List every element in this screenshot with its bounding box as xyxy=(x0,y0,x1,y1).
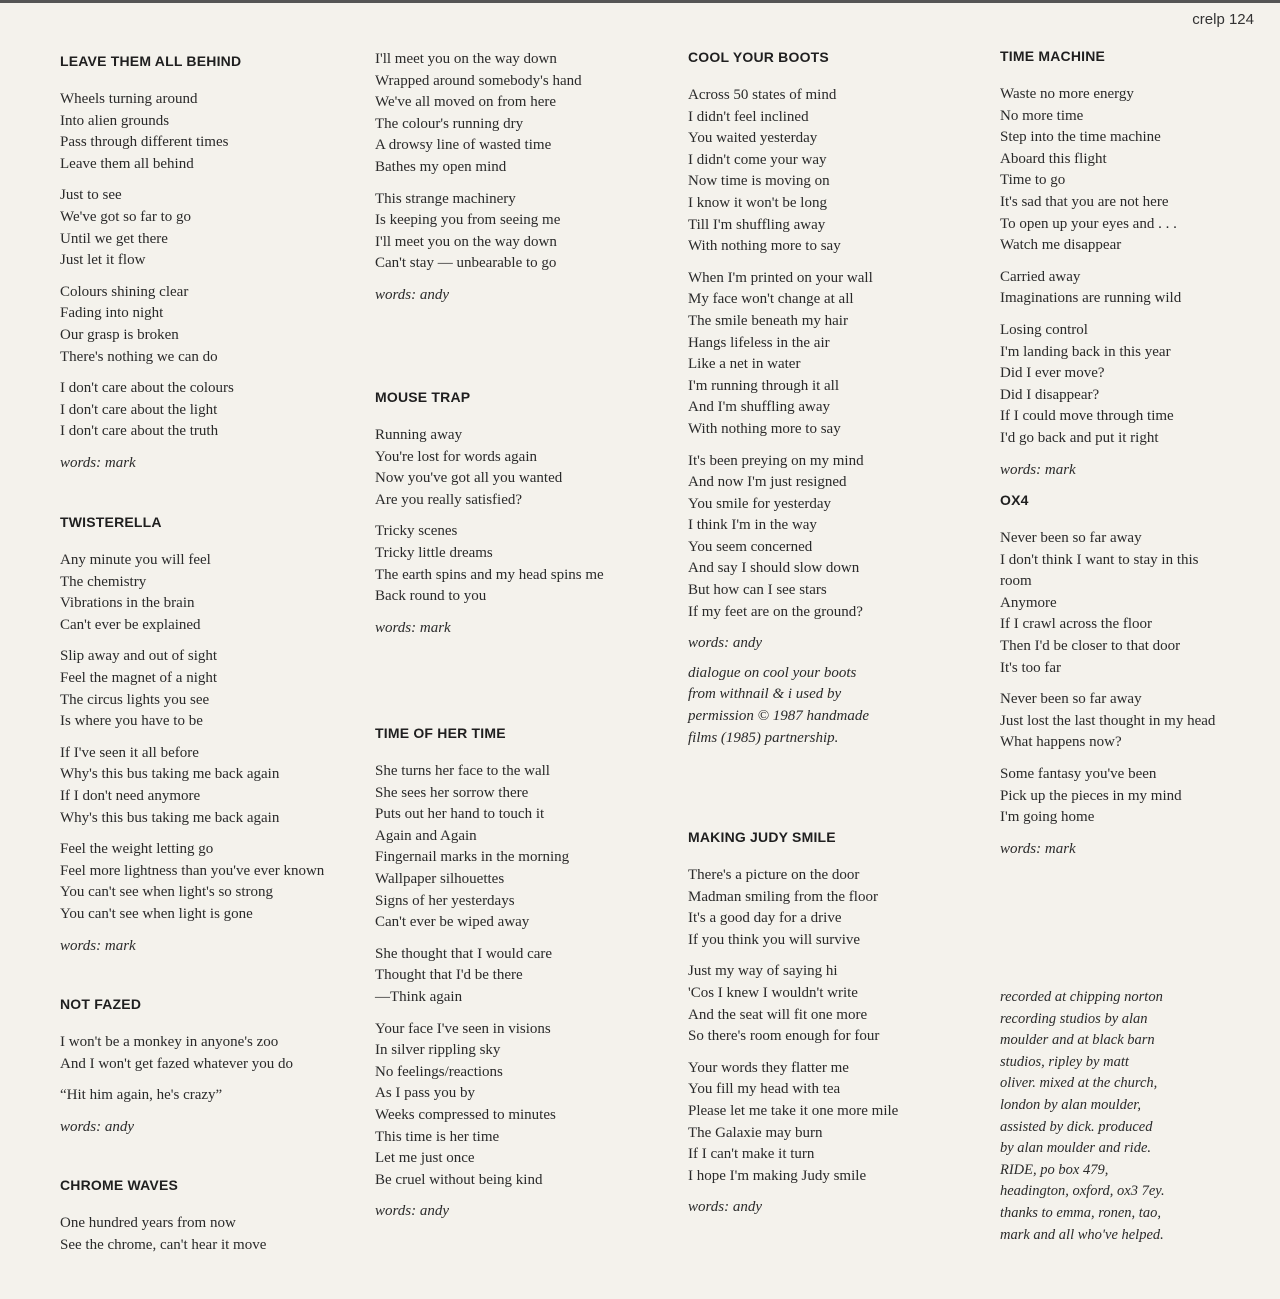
lyric-line: Slip away and out of sight xyxy=(60,648,218,665)
liner-note-line: moulder and at black barn xyxy=(1000,1032,1155,1049)
lyric-line: Leave them all behind xyxy=(60,155,194,172)
lyric-line: Tricky scenes xyxy=(375,523,458,540)
liner-note-line: by alan moulder and ride. xyxy=(1000,1140,1152,1157)
liner-note-line: recorded at chipping norton xyxy=(1000,989,1163,1005)
writing-credit: words: andy xyxy=(375,1203,450,1220)
stanza xyxy=(1000,320,1220,450)
lyric-line: Feel the weight letting go xyxy=(60,841,214,858)
permission-note xyxy=(688,663,978,749)
note-line: dialogue on cool your boots xyxy=(688,664,857,681)
lyric-line: My face won't change at all xyxy=(688,291,854,308)
lyric-line: I'm landing back in this year xyxy=(1000,343,1171,360)
lyric-line: It's a good day for a drive xyxy=(688,910,842,927)
stanza xyxy=(688,451,978,624)
lyric-line: “Hit him again, he's crazy” xyxy=(60,1087,223,1104)
top-border xyxy=(0,0,1280,3)
lyric-line: Back round to you xyxy=(375,588,487,605)
lyric-line: Again and Again xyxy=(375,827,477,844)
lyric-line: It's been preying on my mind xyxy=(688,452,864,469)
lyric-line: No feelings/reactions xyxy=(375,1063,503,1080)
lyric-line: You can't see when light's so strong xyxy=(60,884,274,901)
note-line: films (1985) partnership. xyxy=(688,729,839,746)
song-title: TIME MACHINE xyxy=(1000,48,1106,64)
lyric-line: It's sad that you are not here xyxy=(1000,193,1169,210)
lyric-line: Are you really satisfied? xyxy=(375,491,523,508)
lyric-line: I'd go back and put it right xyxy=(1000,429,1159,446)
stanza xyxy=(60,185,350,271)
lyric-line: Time to go xyxy=(1000,172,1066,189)
stanza xyxy=(60,1085,350,1107)
stanza xyxy=(1000,84,1220,257)
liner-note-line: london by alan moulder, xyxy=(1000,1096,1141,1113)
lyric-line: I didn't feel inclined xyxy=(688,108,809,125)
lyric-line: I don't care about the light xyxy=(60,401,218,418)
liner-note-line: assisted by dick. produced xyxy=(1000,1118,1153,1135)
lyric-line: Tricky little dreams xyxy=(375,544,493,561)
stanza xyxy=(375,521,665,607)
lyric-line: Madman smiling from the floor xyxy=(688,888,878,905)
lyric-line: The colour's running dry xyxy=(375,115,524,132)
lyric-line: Weeks compressed to minutes xyxy=(375,1106,556,1123)
lyric-line: You smile for yesterday xyxy=(688,495,832,512)
song-ox4 xyxy=(1000,492,1220,860)
lyric-line: Now time is moving on xyxy=(688,173,830,190)
stanza xyxy=(375,1019,665,1192)
lyric-line: This strange machinery xyxy=(375,190,516,207)
lyric-line: Running away xyxy=(375,427,463,443)
song-title: TWISTERELLA xyxy=(60,514,162,530)
stanza xyxy=(688,961,978,1047)
stanza xyxy=(1000,528,1220,679)
lyric-line: No more time xyxy=(1000,107,1084,124)
writing-credit: words: andy xyxy=(688,1199,763,1216)
liner-note-line: thanks to emma, ronen, tao, xyxy=(1000,1204,1161,1221)
lyric-line: Imaginations are running wild xyxy=(1000,290,1182,307)
lyric-line: You waited yesterday xyxy=(688,130,818,147)
song-chrome-waves-continued xyxy=(375,49,665,307)
lyric-line: I'm running through it all xyxy=(688,377,840,394)
liner-notes xyxy=(1000,987,1200,1246)
lyric-line: I don't think I want to stay in this room xyxy=(1000,551,1199,590)
lyric-line: So there's room enough for four xyxy=(688,1028,880,1045)
lyric-line: Just let it flow xyxy=(60,252,146,269)
lyric-line: Now you've got all you wanted xyxy=(375,470,563,487)
lyric-line: If I could move through time xyxy=(1000,408,1174,425)
lyric-line: And I won't get fazed whatever you do xyxy=(60,1055,294,1072)
song-mouse-trap xyxy=(375,389,665,639)
lyric-line: Any minute you will feel xyxy=(60,552,211,568)
lyric-line: —Think again xyxy=(375,988,463,1005)
song-title: MOUSE TRAP xyxy=(375,389,471,405)
lyric-line: We've got so far to go xyxy=(60,208,192,225)
lyric-line: Never been so far away xyxy=(1000,530,1142,546)
lyric-line: Signs of her yesterdays xyxy=(375,892,515,909)
liner-note-line: mark and all who've helped. xyxy=(1000,1226,1164,1243)
song-title: OX4 xyxy=(1000,492,1029,508)
lyric-line: Thought that I'd be there xyxy=(375,967,523,984)
stanza xyxy=(60,1213,350,1256)
stanza xyxy=(688,865,978,951)
lyric-line: You can't see when light is gone xyxy=(60,905,253,922)
stanza xyxy=(375,761,665,934)
lyric-line: The earth spins and my head spins me xyxy=(375,566,604,583)
lyric-line: 'Cos I knew I wouldn't write xyxy=(688,984,858,1001)
lyric-line: I don't care about the truth xyxy=(60,423,219,440)
lyric-line: With nothing more to say xyxy=(688,238,841,255)
lyric-line: Let me just once xyxy=(375,1150,475,1167)
lyric-line: Like a net in water xyxy=(688,356,801,373)
lyric-line: Hangs lifeless in the air xyxy=(688,334,830,351)
song-title: TIME OF HER TIME xyxy=(375,725,506,741)
lyric-line: Anymore xyxy=(1000,594,1057,611)
lyric-line: And I'm shuffling away xyxy=(688,399,830,416)
lyric-line: If I don't need anymore xyxy=(60,787,201,804)
lyric-line: Can't stay — unbearable to go xyxy=(375,255,557,272)
stanza xyxy=(60,839,350,925)
lyric-line: Losing control xyxy=(1000,321,1088,338)
lyric-line: Is keeping you from seeing me xyxy=(375,212,561,229)
lyric-line: Vibrations in the brain xyxy=(60,595,195,612)
lyric-line: Some fantasy you've been xyxy=(1000,765,1157,782)
lyric-line: Never been so far away xyxy=(1000,691,1142,708)
lyric-line: She turns her face to the wall xyxy=(375,763,550,779)
lyric-line: I won't be a monkey in anyone's zoo xyxy=(60,1034,279,1050)
writing-credit: words: mark xyxy=(375,619,451,636)
lyric-line: We've all moved on from here xyxy=(375,94,557,111)
stanza xyxy=(375,944,665,1009)
lyric-line: Why's this bus taking me back again xyxy=(60,766,280,783)
lyric-line: What happens now? xyxy=(1000,734,1122,751)
stanza xyxy=(375,189,665,275)
lyric-line: Into alien grounds xyxy=(60,112,170,129)
lyric-line: Pass through different times xyxy=(60,134,229,151)
note-line: from withnail & i used by xyxy=(688,686,842,703)
lyric-line: I'll meet you on the way down xyxy=(375,51,557,67)
lyric-line: Your face I've seen in visions xyxy=(375,1020,551,1037)
writing-credit: words: mark xyxy=(1000,840,1076,857)
lyric-line: Bathes my open mind xyxy=(375,158,507,175)
lyric-line: Then I'd be closer to that door xyxy=(1000,637,1181,654)
lyric-line: To open up your eyes and . . . xyxy=(1000,215,1177,232)
song-title: LEAVE THEM ALL BEHIND xyxy=(60,53,242,69)
liner-note-line: headington, oxford, ox3 7ey. xyxy=(1000,1183,1165,1200)
lyric-line: Just to see xyxy=(60,187,122,204)
lyric-line: There's a picture on the door xyxy=(688,867,860,883)
lyric-line: I didn't come your way xyxy=(688,151,827,168)
lyric-line: There's nothing we can do xyxy=(60,348,218,365)
lyric-line: The circus lights you see xyxy=(60,691,210,708)
lyric-line: Your words they flatter me xyxy=(688,1059,849,1076)
lyric-line: Aboard this flight xyxy=(1000,150,1107,167)
lyric-line: Can't ever be explained xyxy=(60,616,201,633)
lyric-line: Colours shining clear xyxy=(60,283,189,300)
lyric-line: And say I should slow down xyxy=(688,560,860,577)
lyric-line: Wallpaper silhouettes xyxy=(375,870,505,887)
song-not-fazed xyxy=(60,996,350,1138)
lyric-line: Just my way of saying hi xyxy=(688,963,838,980)
stanza xyxy=(688,268,978,441)
lyric-line: I know it won't be long xyxy=(688,194,827,211)
lyric-line: Across 50 states of mind xyxy=(688,87,837,103)
writing-credit: words: andy xyxy=(375,286,450,303)
lyric-line: Till I'm shuffling away xyxy=(688,216,826,233)
lyric-line: Puts out her hand to touch it xyxy=(375,806,545,823)
lyric-line: Can't ever be wiped away xyxy=(375,914,530,931)
lyric-line: Did I ever move? xyxy=(1000,365,1105,382)
lyric-line: If I've seen it all before xyxy=(60,744,199,761)
writing-credit: words: mark xyxy=(60,454,136,471)
lyric-line: I hope I'm making Judy smile xyxy=(688,1167,867,1184)
lyric-line: As I pass you by xyxy=(375,1085,475,1102)
stanza xyxy=(1000,689,1220,754)
song-title: MAKING JUDY SMILE xyxy=(688,829,836,845)
lyric-line: I'm going home xyxy=(1000,809,1095,826)
writing-credit: words: andy xyxy=(60,1118,135,1135)
lyric-line: If you think you will survive xyxy=(688,931,861,948)
lyric-line: Is where you have to be xyxy=(60,713,203,730)
lyric-line: Wheels turning around xyxy=(60,91,198,107)
stanza xyxy=(60,89,350,175)
catalog-number: crelp 124 xyxy=(1192,11,1254,28)
lyric-line: The smile beneath my hair xyxy=(688,312,848,329)
lyric-line: Pick up the pieces in my mind xyxy=(1000,787,1182,804)
lyric-line: Wrapped around somebody's hand xyxy=(375,72,582,89)
lyric-line: In silver rippling sky xyxy=(375,1042,501,1059)
song-making-judy-smile xyxy=(688,829,978,1219)
lyric-line: I think I'm in the way xyxy=(688,517,817,534)
lyric-line: It's too far xyxy=(1000,659,1062,676)
lyric-line: If I crawl across the floor xyxy=(1000,616,1153,633)
lyric-line: Our grasp is broken xyxy=(60,326,179,343)
song-leave-them-all-behind xyxy=(60,53,350,475)
liner-note-line: recording studios by alan xyxy=(1000,1010,1148,1027)
lyric-line: See the chrome, can't hear it move xyxy=(60,1236,267,1253)
lyric-line: The chemistry xyxy=(60,573,147,590)
lyric-line: Fingernail marks in the morning xyxy=(375,849,570,866)
lyric-line: Feel more lightness than you've ever known xyxy=(60,862,325,879)
lyric-line: You're lost for words again xyxy=(375,448,537,465)
liner-note-line: oliver. mixed at the church, xyxy=(1000,1075,1158,1092)
lyric-line: One hundred years from now xyxy=(60,1215,236,1231)
lyric-line: And now I'm just resigned xyxy=(688,474,847,491)
stanza xyxy=(60,743,350,829)
lyric-line: Fading into night xyxy=(60,305,164,322)
lyric-line: I don't care about the colours xyxy=(60,380,234,397)
lyric-line: She thought that I would care xyxy=(375,945,553,962)
lyric-line: I'll meet you on the way down xyxy=(375,233,557,250)
lyric-line: You fill my head with tea xyxy=(688,1081,841,1098)
song-time-machine xyxy=(1000,48,1220,481)
liner-note-line: RIDE, po box 479, xyxy=(1000,1161,1109,1178)
song-title: NOT FAZED xyxy=(60,996,142,1012)
lyric-line: Carried away xyxy=(1000,268,1081,285)
lyric-line: If I can't make it turn xyxy=(688,1146,815,1163)
note-line: permission © 1987 handmade xyxy=(688,708,869,725)
song-cool-your-boots xyxy=(688,49,978,749)
song-title: COOL YOUR BOOTS xyxy=(688,49,829,65)
lyric-line: Step into the time machine xyxy=(1000,129,1161,146)
lyric-line: But how can I see stars xyxy=(688,582,827,599)
lyric-line: Why's this bus taking me back again xyxy=(60,809,280,826)
stanza xyxy=(60,550,350,636)
writing-credit: words: mark xyxy=(60,937,136,954)
stanza xyxy=(375,49,665,179)
lyric-line: Feel the magnet of a night xyxy=(60,669,218,686)
stanza xyxy=(60,378,350,443)
lyric-line: This time is her time xyxy=(375,1128,500,1145)
song-chrome-waves xyxy=(60,1177,350,1266)
lyric-line: Just lost the last thought in my head xyxy=(1000,712,1216,729)
stanza xyxy=(1000,764,1220,829)
lyric-line: Did I disappear? xyxy=(1000,386,1100,403)
lyric-line: Be cruel without being kind xyxy=(375,1171,543,1188)
lyric-line: Watch me disappear xyxy=(1000,237,1122,254)
lyric-line: You seem concerned xyxy=(688,538,813,555)
stanza xyxy=(60,282,350,368)
lyric-line: The Galaxie may burn xyxy=(688,1124,823,1141)
song-twisterella xyxy=(60,514,350,957)
lyric-line: Until we get there xyxy=(60,230,168,247)
lyric-line: And the seat will fit one more xyxy=(688,1006,868,1023)
stanza xyxy=(688,85,978,258)
stanza xyxy=(60,646,350,732)
song-title: CHROME WAVES xyxy=(60,1177,179,1193)
stanza xyxy=(375,425,665,511)
stanza xyxy=(1000,267,1220,310)
stanza xyxy=(688,1058,978,1188)
lyric-line: If my feet are on the ground? xyxy=(688,603,863,620)
writing-credit: words: andy xyxy=(688,635,763,652)
liner-note-line: studios, ripley by matt xyxy=(1000,1053,1129,1070)
stanza xyxy=(60,1032,350,1075)
lyric-line: She sees her sorrow there xyxy=(375,784,529,801)
lyric-line: With nothing more to say xyxy=(688,420,841,437)
lyric-line: A drowsy line of wasted time xyxy=(375,137,552,154)
lyric-line: When I'm printed on your wall xyxy=(688,269,873,286)
lyric-line: Please let me take it one more mile xyxy=(688,1102,899,1119)
writing-credit: words: mark xyxy=(1000,461,1076,478)
song-time-of-her-time xyxy=(375,725,665,1223)
lyric-line: Waste no more energy xyxy=(1000,86,1134,102)
